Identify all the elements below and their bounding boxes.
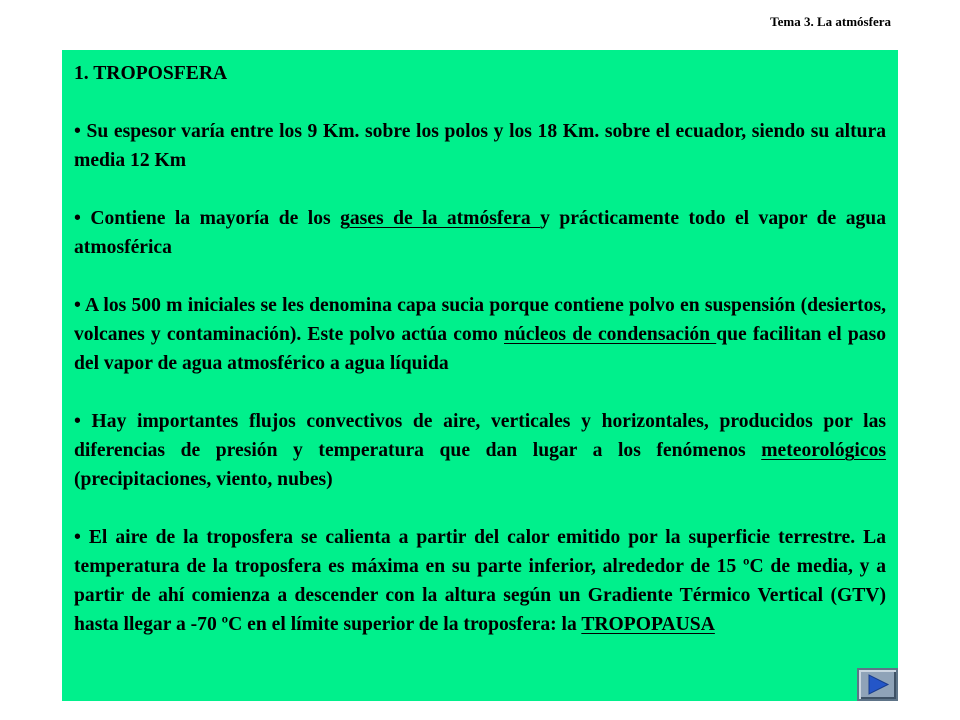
underlined-term-tropopause: TROPOPAUSA [581, 614, 715, 635]
paragraph-text: y prácticamente todo el vapor de agua atmosférica [74, 208, 886, 258]
paragraph-text: • Hay importantes flujos convectivos de aire, verticales y horizontales, producidos por las diferencias de presión y temperatura que dan lugar a los fenómenos [74, 411, 886, 461]
paragraph-text: • Su espesor varía entre los 9 Km. sobre los polos y los 18 Km. sobre el ecuador, siendo su altura media 12 Km [74, 121, 886, 171]
paragraph-convection [74, 407, 886, 494]
underlined-term-condensation-nuclei: núcleos de condensación [504, 324, 717, 345]
paragraph-gases [74, 204, 886, 262]
section-title: 1. TROPOSFERA [74, 63, 228, 84]
content-box [62, 50, 898, 701]
paragraph-temperature [74, 523, 886, 639]
next-slide-button[interactable] [857, 668, 898, 701]
paragraph-text: • A los 500 m iniciales se les denomina capa sucia porque contiene polvo en suspensión (desiertos, volcanes y contaminación). Este polvo actúa como [74, 295, 886, 345]
paragraph-text: (precipitaciones, viento, nubes) [74, 469, 333, 490]
paragraph-text: • Contiene la mayoría de los [74, 208, 341, 229]
paragraph-dirty-layer [74, 291, 886, 378]
underlined-term-gases: gases de la atmósfera [340, 208, 541, 229]
paragraph-thickness [74, 117, 886, 175]
paragraph-text: • El aire de la troposfera se calienta a partir del calor emitido por la superficie terrestre. La temperatura de la troposfera es máxima en su parte inferior, alrededor de 15 ºC de media, y a partir de ahí comienza a descender con la altura según un Gradiente Térmico Vertical (GTV) hasta llegar a -70 ºC en el límite superior de la troposfera: la [74, 527, 886, 635]
play-right-icon [863, 673, 892, 696]
underlined-term-meteorological: meteorológicos [761, 440, 886, 461]
paragraph-text: que facilitan el paso del vapor de agua atmosférico a agua líquida [74, 324, 886, 374]
header-label: Tema 3. La atmósfera [770, 14, 891, 29]
